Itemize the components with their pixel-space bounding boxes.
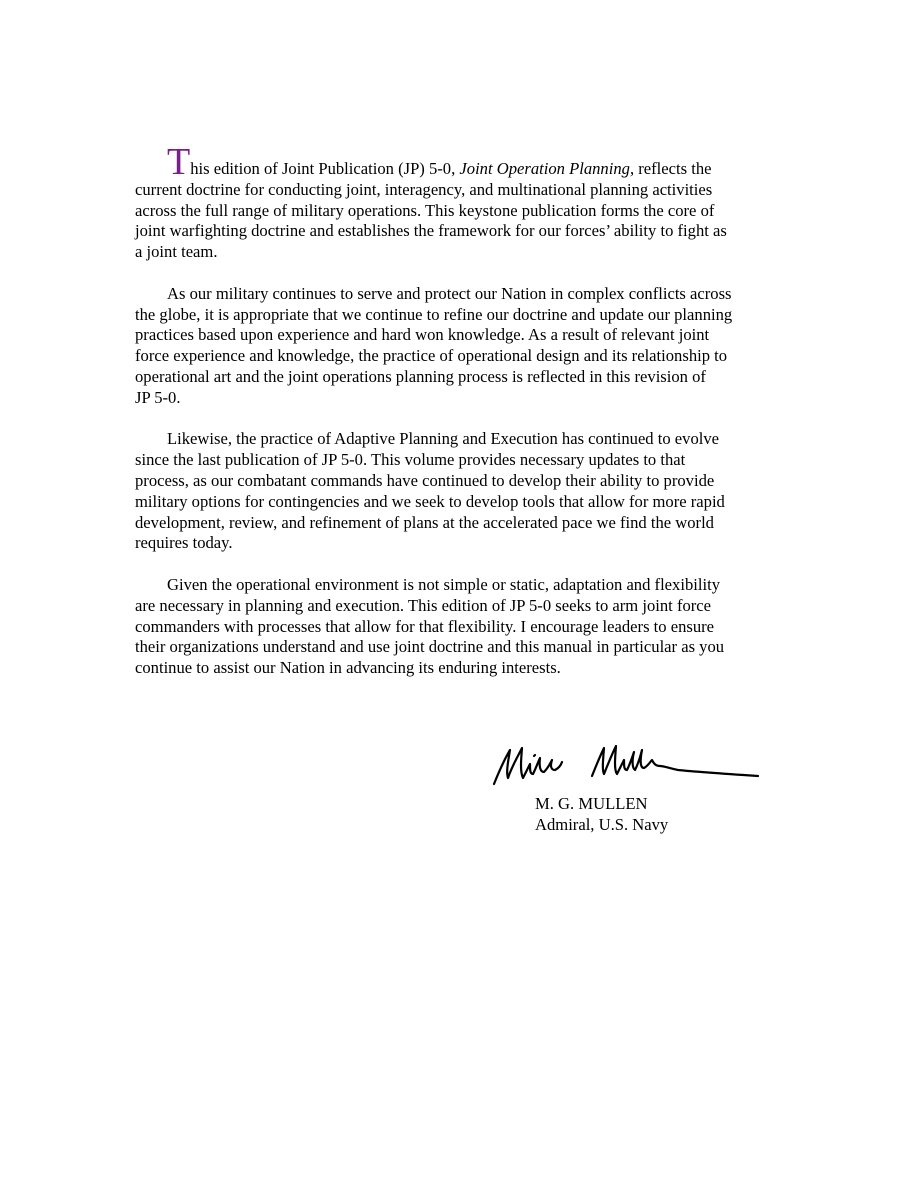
paragraph-line: Likewise, the practice of Adaptive Planning and Execution has continued to evolve: [167, 429, 720, 449]
paragraph-line: practices based upon experience and hard won knowledge. As a result of relevant joint: [135, 325, 710, 345]
paragraph-1: [135, 141, 793, 263]
signature-block: [535, 793, 668, 835]
paragraph-line: since the last publication of JP 5-0. This volume provides necessary updates to that: [135, 450, 686, 470]
paragraph-line: across the full range of military operations. This keystone publication forms the core of: [135, 200, 715, 220]
paragraph-line: military options for contingencies and we seek to develop tools that allow for more rapid: [135, 491, 725, 511]
paragraph-line: development, review, and refinement of plans at the accelerated pace we find the world: [135, 512, 714, 532]
paragraph-line: current doctrine for conducting joint, interagency, and multinational planning activities: [135, 179, 713, 199]
paragraph-line: JP 5-0.: [135, 387, 181, 407]
paragraph-line: commanders with processes that allow for that flexibility. I encourage leaders to ensure: [135, 616, 715, 636]
paragraph-line: process, as our combatant commands have continued to develop their ability to provide: [135, 470, 715, 490]
paragraph-line: are necessary in planning and execution. This edition of JP 5-0 seeks to arm joint force: [135, 595, 712, 615]
paragraph-2: [135, 284, 793, 409]
drop-cap: T: [167, 141, 191, 183]
paragraph-line: joint warfighting doctrine and establishes the framework for our forces’ ability to fight as: [135, 221, 727, 241]
paragraph-line: the globe, it is appropriate that we continue to refine our doctrine and update our planning: [135, 304, 733, 324]
paragraph-line: force experience and knowledge, the practice of operational design and its relationship to: [135, 346, 728, 366]
signer-name: M. G. MULLEN: [535, 794, 648, 813]
paragraph-4: [135, 575, 793, 679]
signer-title: Admiral, U.S. Navy: [535, 815, 669, 834]
paragraph-line: As our military continues to serve and protect our Nation in complex conflicts across: [167, 283, 732, 303]
letter-body: [135, 141, 793, 700]
paragraph-line: This edition of Joint Publication (JP) 5-0, Joint Operation Planning, reflects the: [167, 141, 712, 183]
paragraph-line: continue to assist our Nation in advancing its enduring interests.: [135, 658, 561, 678]
handwritten-signature: [488, 738, 766, 792]
paragraph-line: Given the operational environment is not simple or static, adaptation and flexibility: [167, 574, 720, 594]
paragraph-line: a joint team.: [135, 242, 218, 262]
paragraph-line: requires today.: [135, 533, 233, 553]
publication-title: Joint Operation Planning: [459, 159, 630, 178]
paragraph-3: [135, 429, 793, 554]
paragraph-line: their organizations understand and use joint doctrine and this manual in particular as you: [135, 637, 725, 657]
paragraph-line: operational art and the joint operations planning process is reflected in this revision of: [135, 366, 706, 386]
